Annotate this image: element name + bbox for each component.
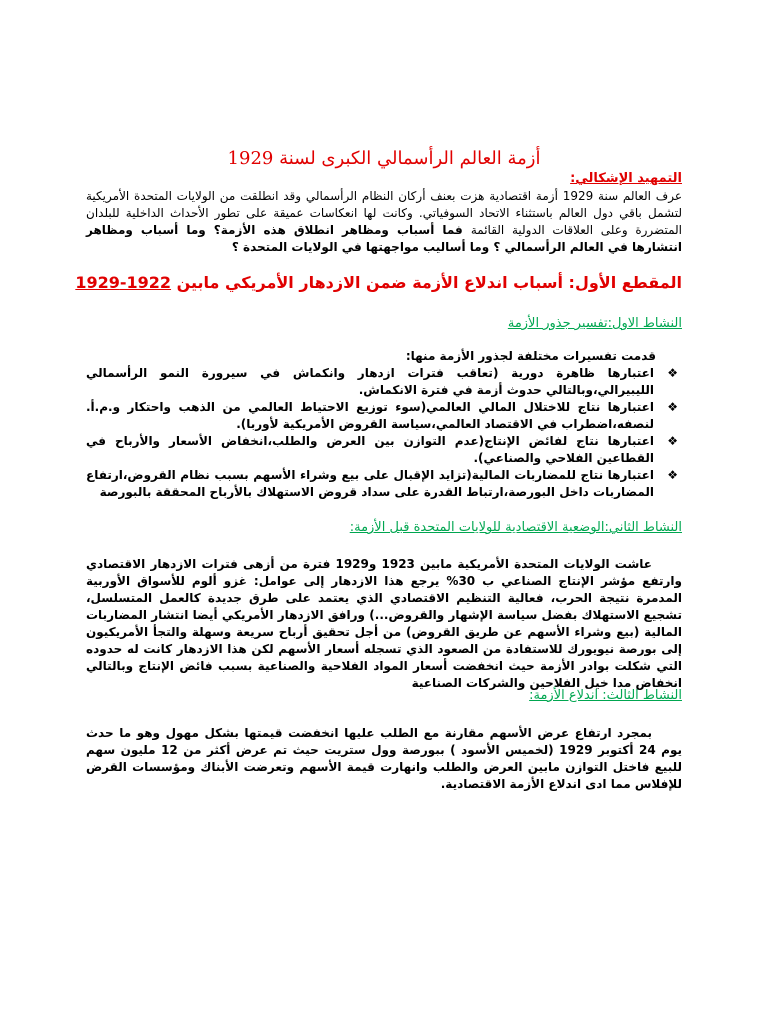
list-item: ❖ اعتبارها ظاهرة دورية (تعاقب فترات ازدهار وانكماش في سيرورة النمو الرأسمالي الليبيرالي،وبالتالي حدوث أزمة في فترة الانكماش. bbox=[86, 366, 678, 397]
diamond-bullet-icon: ❖ bbox=[667, 468, 678, 482]
chapter-label: المقطع الأول: أسباب اندلاع الأزمة ضمن الازدهار الأمريكي مابين bbox=[171, 273, 682, 292]
activity3-text: بمجرد ارتفاع عرض الأسهم مقارنة مع الطلب عليها انخفضت قيمتها بشكل مهول وهو ما حدث يوم 24 أكتوبر 1929 (لخميس الأسود ) ببورصة وول ستريت حيث تم عرض أكثر من 12 مليون سهم للبيع فاختل التوازن مابين العرض والطلب وانهارت قيمة الأسهم وتعرضت الأبناك ومؤسسات القرض للإفلاس مما ادى اندلاع الأزمة الاقتصادية. bbox=[86, 726, 682, 791]
intro-heading: التمهيد الإشكالي: bbox=[570, 171, 682, 186]
list-item: ❖ اعتبارها نتاج للمضاربات المالية(تزايد الإقبال على بيع وشراء الأسهم بسبب نظام القروض،ارتفاع المضاربات داخل البورصة،ارتباط القدرة على سداد قروض الاستهلاك بالأرباح المحققة بالبورصة bbox=[86, 468, 678, 499]
activity3-heading: النشاط الثالث: اندلاع الأزمة: bbox=[529, 688, 682, 703]
diamond-bullet-icon: ❖ bbox=[667, 400, 678, 414]
activity3-paragraph bbox=[86, 725, 682, 793]
activity1-lead: قدمت تفسيرات مختلفة لجذور الأزمة منها: bbox=[405, 349, 656, 363]
chapter-heading bbox=[75, 273, 682, 292]
diamond-bullet-icon: ❖ bbox=[667, 366, 678, 380]
list-item: ❖ اعتبارها نتاج لفائض الإنتاج(عدم التوازن بين العرض والطلب،انخفاض الأسعار والأرباح في القطاعين الفلاحي والصناعي). bbox=[86, 434, 678, 465]
activity1-bullet-list bbox=[86, 365, 682, 501]
activity1-heading: النشاط الاول:تفسير جذور الأزمة bbox=[507, 316, 682, 331]
document-title: أزمة العالم الرأسمالي الكبرى لسنة 1929 bbox=[227, 148, 541, 169]
intro-paragraph bbox=[86, 188, 682, 256]
intro-text: عرف العالم سنة 1929 أزمة اقتصادية هزت بعنف أركان النظام الرأسمالي وقد انطلقت من الولايات المتحدة الأمريكية لتشمل باقي دول العالم باستثناء الاتحاد السوفياتي. وكانت لها انعكاسات عميقة على تطور الأحداث الداخلية للبلدان المتضررة وعلى العلاقات الدولية القائمة bbox=[86, 189, 682, 237]
intro-question: فما أسباب ومظاهر انطلاق هذه الأزمة؟ وما أسباب ومظاهر انتشارها في العالم الرأسمالي ؟ وما أساليب مواجهتها في الولايات المتحدة ؟ bbox=[86, 223, 682, 254]
list-item: ❖ اعتبارها نتاج للاختلال المالي العالمي(سوء توزيع الاحتياط العالمي من الذهب واحتكار و.م.أ. لنصفه،اضطراب في الاقتصاد العالمي،سياسة القروض الأمريكية لأوربا). bbox=[86, 400, 678, 431]
diamond-bullet-icon: ❖ bbox=[667, 434, 678, 448]
chapter-years: 1922-1929 bbox=[75, 273, 172, 292]
activity2-heading: النشاط الثاني:الوضعية الاقتصادية للولايات المتحدة قبل الأزمة: bbox=[349, 520, 682, 535]
activity2-text: عاشت الولايات المتحدة الأمريكية مابين 1923 و1929 فترة من أزهى فترات الازدهار الاقتصادي وارتفع مؤشر الإنتاج الصناعي ب 30% يرجع هذا الازدهار إلى عوامل: غزو ألوم للأسواق الأوربية المدمرة نتيجة الحرب، فعالية التنظيم الاقتصادي الذي يعتمد على طرق جديدة كالعمل المتسلسل، تشجيع الاستهلاك بفضل سياسة الإشهار والقروض...) ورافق الازدهار الأمريكي أيضا انتشار المضاربات المالية (بيع وشراء الأسهم عن طريق القروض) من أجل تحقيق أرباح سريعة وسهلة والتجأ الأمريكيون إلى بورصة نيويورك للاستفادة من الصعود الذي تسجله أسعار الأسهم لكن هذا الازدهار كانت له حدوده التي شكلت بوادر الأزمة حيث انخفضت أسعار المواد الفلاحية والصناعية بسبب فائض الإنتاج وبالتالي انخفاض مدا خيل الفلاحين والشركات الصناعية bbox=[86, 557, 682, 690]
activity2-paragraph bbox=[86, 556, 682, 692]
